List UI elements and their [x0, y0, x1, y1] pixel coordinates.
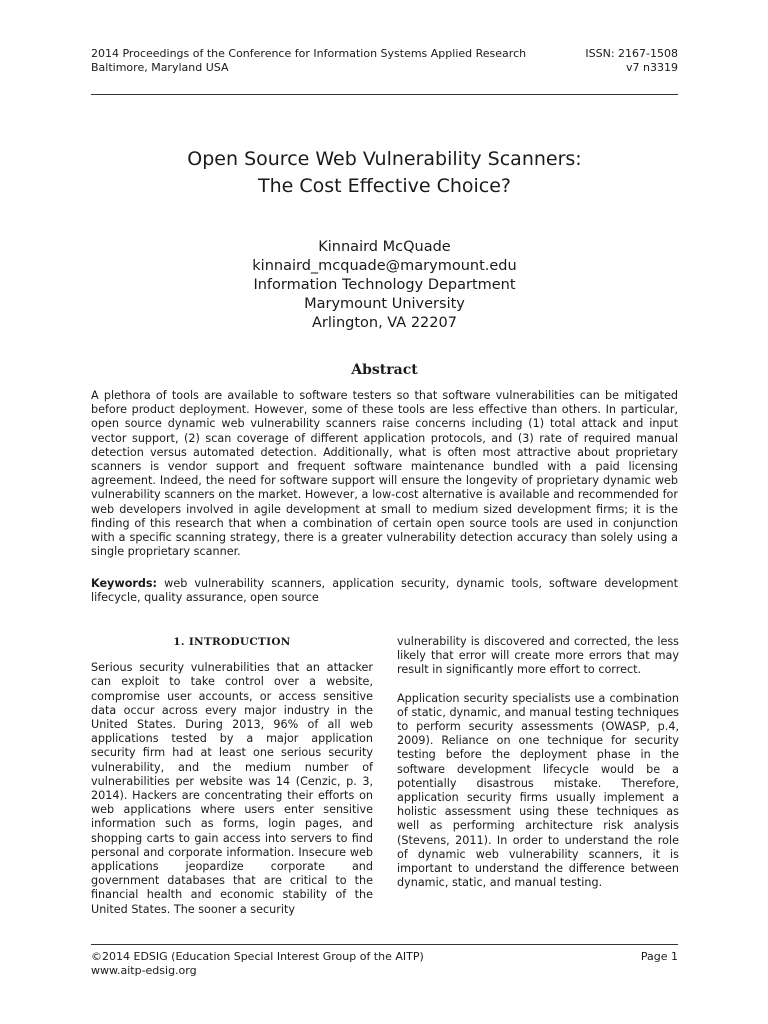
author-block [91, 238, 678, 333]
paper-title [91, 146, 678, 200]
conference-location: Baltimore, Maryland USA [91, 61, 229, 74]
introduction-paragraph-2: Application security specialists use a combination of static, dynamic, and manual testing techniques to perform security assessments (OWASP, p.4, 2009). Reliance on one technique for security testing before the deployment phase in the software development lifecycle would be a potentially disastrous mistake. Therefore, application security firms usually implement a holistic assessment using these techniques as well as performing architecture risk analysis (Stevens, 2011). In order to understand the role of dynamic web vulnerability scanners, it is important to understand the difference between dynamic, static, and manual testing. [397, 691, 679, 890]
author-city: Arlington, VA 22207 [312, 315, 457, 331]
footer-divider [91, 944, 678, 945]
right-column [397, 635, 679, 904]
author-department: Information Technology Department [253, 277, 516, 293]
left-column [91, 635, 373, 931]
proceedings-title: 2014 Proceedings of the Conference for Information Systems Applied Research [91, 47, 527, 60]
author-university: Marymount University [304, 296, 465, 312]
introduction-paragraph-1-continued: vulnerability is discovered and corrected, the less likely that error will create more errors that may result in significantly more effort to correct. [397, 635, 679, 677]
introduction-heading: 1. INTRODUCTION [173, 636, 291, 648]
keywords [91, 577, 678, 605]
abstract-heading: Abstract [351, 362, 418, 378]
running-header [91, 47, 678, 75]
author-email: kinnaird_mcquade@marymount.edu [252, 258, 517, 274]
issn: ISSN: 2167-1508 [585, 47, 678, 60]
page-number: Page 1 [640, 950, 678, 963]
header-divider [91, 94, 678, 95]
author-name: Kinnaird McQuade [318, 239, 451, 255]
keywords-label: Keywords: [91, 577, 158, 590]
title-line-1: Open Source Web Vulnerability Scanners: [187, 148, 582, 170]
page-footer [91, 950, 678, 978]
footer-url: www.aitp-edsig.org [91, 964, 197, 977]
introduction-paragraph-1: Serious security vulnerabilities that an attacker can exploit to take control over a website, compromise user accounts, or access sensitive data occur across every major industry in the United States. During 2013, 96% of all web applications tested by a major application security firm had at least one serious security vulnerability, and the medium number of vulnerabilities per website was 14 (Cenzic, p. 3, 2014). Hackers are concentrating their efforts on web applications where users enter sensitive information such as forms, login pages, and shopping carts to gain access into servers to find personal and corporate information. Insecure web applications jeopardize corporate and government databases that are critical to the financial health and economic stability of the United States. The sooner a security [91, 661, 373, 916]
abstract-body: A plethora of tools are available to software testers so that software vulnerabilities can be mitigated before product deployment. However, some of these tools are less effective than others. In particular, open source dynamic web vulnerability scanners raise concerns including (1) total attack and input vector support, (2) scan coverage of different application protocols, and (3) rate of required manual detection versus automated detection. Additionally, what is often most attractive about proprietary scanners is vendor support and frequent software maintenance bundled with a paid licensing agreement. Indeed, the need for software support will ensure the longevity of proprietary dynamic web vulnerability scanners on the market. However, a low-cost alternative is available and recommended for web developers involved in agile development at small to medium sized development firms; it is the finding of this research that when a combination of certain open source tools are used in conjunction with a specific scanning strategy, there is a greater vulnerability detection accuracy than solely using a single proprietary scanner. [91, 389, 678, 559]
footer-copyright: ©2014 EDSIG (Education Special Interest Group of the AITP) [91, 950, 424, 963]
volume-number: v7 n3319 [626, 61, 678, 74]
keywords-text: web vulnerability scanners, application security, dynamic tools, software development lifecycle, quality assurance, open source [91, 577, 678, 605]
title-line-2: The Cost Effective Choice? [257, 175, 512, 197]
